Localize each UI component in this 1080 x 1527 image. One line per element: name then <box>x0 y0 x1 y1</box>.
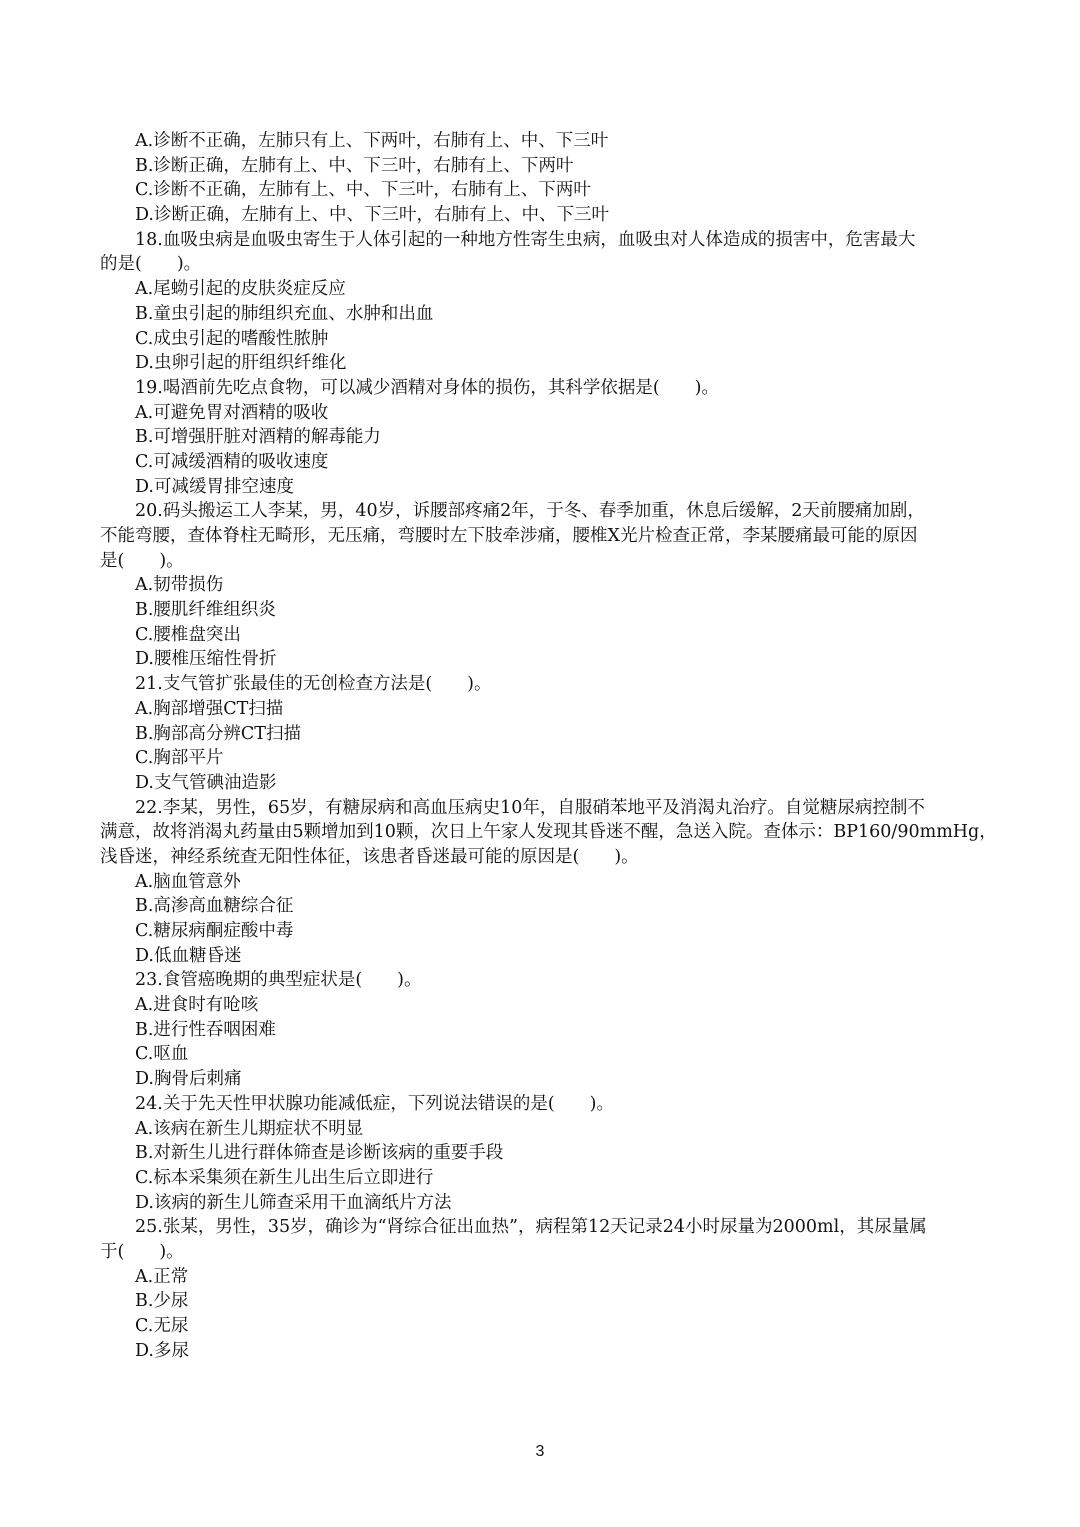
q20-stem-line-3: 是( )。 <box>100 550 184 571</box>
q22-stem-line-3: 浅昏迷，神经系统查无阳性体征，该患者昏迷最可能的原因是( )。 <box>100 846 639 867</box>
q22-option-c: C.糖尿病酮症酸中毒 <box>135 921 294 941</box>
q19-option-d: D.可减缓胃排空速度 <box>135 476 294 497</box>
q22-option-a: A.脑血管意外 <box>135 871 241 892</box>
q20-option-c: C.腰椎盘突出 <box>135 624 241 645</box>
exam-page <box>100 129 997 1363</box>
q20-option-a: A.韧带损伤 <box>135 575 224 596</box>
q17-option-a: A.诊断不正确，左肺只有上、下两叶，右肺有上、中、下三叶 <box>135 131 609 151</box>
q20-option-d: D.腰椎压缩性骨折 <box>135 649 277 670</box>
q24-stem-line-1: 24.关于先天性甲状腺功能减低症，下列说法错误的是( )。 <box>135 1093 614 1114</box>
q25-stem-line-1: 25.张某，男性，35岁，确诊为“肾综合征出血热”，病程第12天记录24小时尿量为2000ml，其尿量属 <box>135 1217 927 1238</box>
q23-stem-line-1: 23.食管癌晚期的典型症状是( )。 <box>135 970 422 991</box>
q24-option-a: A.该病在新生儿期症状不明显 <box>135 1118 364 1139</box>
q20-stem-line-2: 不能弯腰，查体脊柱无畸形，无压痛，弯腰时左下肢牵涉痛，腰椎X光片检查正常，李某腰痛最可能的原因 <box>100 526 918 546</box>
q22-option-d: D.低血糖昏迷 <box>135 945 242 966</box>
q25-option-b: B.少尿 <box>135 1291 189 1312</box>
q21-stem-line-1: 21.支气管扩张最佳的无创检查方法是( )。 <box>135 674 492 695</box>
q18-stem-line-2: 的是( )。 <box>100 254 202 275</box>
q23-option-a: A.进食时有呛咳 <box>135 995 259 1016</box>
q18-option-d: D.虫卵引起的肝组织纤维化 <box>135 353 347 374</box>
q18-option-a: A.尾蚴引起的皮肤炎症反应 <box>135 279 346 300</box>
q25-option-a: A.正常 <box>135 1266 189 1287</box>
q22-option-b: B.高渗高血糖综合征 <box>135 896 294 917</box>
q25-option-c: C.无尿 <box>135 1316 189 1336</box>
q22-stem-line-2: 满意，故将消渴丸药量由5颗增加到10颗，次日上午家人发现其昏迷不醒，急送入院。查体示：BP160/90mmHg， <box>100 822 997 843</box>
q19-stem-line-1: 19.喝酒前先吃点食物，可以减少酒精对身体的损伤，其科学依据是( )。 <box>135 377 719 398</box>
q23-option-c: C.呕血 <box>135 1044 189 1065</box>
q21-option-a: A.胸部增强CT扫描 <box>135 698 284 719</box>
q20-option-b: B.腰肌纤维组织炎 <box>135 600 276 621</box>
q24-option-b: B.对新生儿进行群体筛查是诊断该病的重要手段 <box>135 1143 504 1164</box>
q19-option-b: B.可增强肝脏对酒精的解毒能力 <box>135 427 381 448</box>
q23-option-d: D.胸骨后刺痛 <box>135 1069 242 1090</box>
q25-option-d: D.多尿 <box>135 1340 189 1361</box>
q21-option-c: C.胸部平片 <box>135 748 224 769</box>
q24-option-c: C.标本采集须在新生儿出生后立即进行 <box>135 1167 434 1188</box>
q19-option-a: A.可避免胃对酒精的吸收 <box>135 402 329 423</box>
q24-option-d: D.该病的新生儿筛查采用干血滴纸片方法 <box>135 1192 452 1213</box>
q19-option-c: C.可减缓酒精的吸收速度 <box>135 451 329 472</box>
q23-option-b: B.进行性吞咽困难 <box>135 1019 276 1040</box>
page-number: 3 <box>535 1443 545 1460</box>
q17-option-d: D.诊断正确，左肺有上、中、下三叶，右肺有上、中、下三叶 <box>135 205 609 226</box>
q21-option-d: D.支气管碘油造影 <box>135 772 277 793</box>
q18-stem-line-1: 18.血吸虫病是血吸虫寄生于人体引起的一种地方性寄生虫病，血吸虫对人体造成的损害中，危害最大 <box>135 229 916 250</box>
q25-stem-line-2: 于( )。 <box>100 1241 184 1262</box>
q20-stem-line-1: 20.码头搬运工人李某，男，40岁，诉腰部疼痛2年，于冬、春季加重，休息后缓解，2天前腰痛加剧， <box>135 501 925 522</box>
q17-option-c: C.诊断不正确，左肺有上、中、下三叶，右肺有上、下两叶 <box>135 180 591 201</box>
q21-option-b: B.胸部高分辨CT扫描 <box>135 723 301 744</box>
q18-option-c: C.成虫引起的嗜酸性脓肿 <box>135 328 329 349</box>
q22-stem-line-1: 22.李某，男性，65岁，有糖尿病和高血压病史10年，自服硝苯地平及消渴丸治疗。自觉糖尿病控制不 <box>135 797 925 818</box>
q18-option-b: B.童虫引起的肺组织充血、水肿和出血 <box>135 303 434 324</box>
q17-option-b: B.诊断正确，左肺有上、中、下三叶，右肺有上、下两叶 <box>135 155 574 176</box>
